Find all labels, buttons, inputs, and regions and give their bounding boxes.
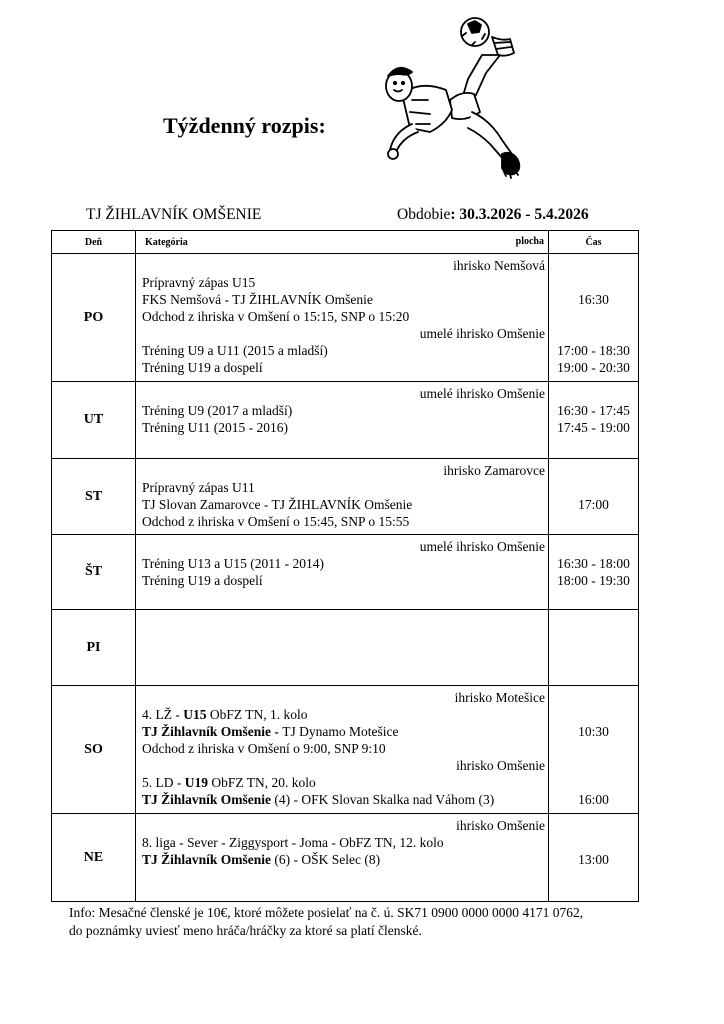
header-venue: plocha bbox=[515, 236, 544, 247]
venue: umelé ihrisko Omšenie bbox=[419, 326, 545, 341]
day-details bbox=[136, 254, 549, 382]
day-details bbox=[136, 535, 549, 610]
detail-line: 4. LŽ - U15 ObFZ TN, 1. kolo bbox=[142, 707, 308, 722]
info-note bbox=[69, 904, 583, 940]
day-details bbox=[136, 459, 549, 535]
day-label: ŠT bbox=[52, 535, 136, 610]
day-times bbox=[549, 382, 639, 459]
day-times bbox=[549, 686, 639, 814]
time-slot: 13:00 bbox=[578, 852, 609, 867]
day-times bbox=[549, 535, 639, 610]
day-details bbox=[136, 382, 549, 459]
time-slot: 17:45 - 19:00 bbox=[557, 420, 630, 435]
detail-line: FKS Nemšová - TJ ŽIHLAVNÍK Omšenie bbox=[142, 292, 373, 307]
detail-line: Prípravný zápas U11 bbox=[142, 480, 255, 495]
detail-line: TJ Žihlavník Omšenie (4) - OFK Slovan Skalka nad Váhom (3) bbox=[142, 792, 495, 807]
header-category-label: Kategória bbox=[145, 236, 188, 248]
detail-line: TJ Žihlavník Omšenie (6) - OŠK Selec (8) bbox=[142, 852, 381, 867]
detail-line: Tréning U11 (2015 - 2016) bbox=[142, 420, 288, 435]
detail-line: TJ Žihlavník Omšenie - TJ Dynamo Motešice bbox=[142, 724, 399, 739]
day-label: PO bbox=[52, 254, 136, 382]
day-row-st bbox=[52, 459, 639, 535]
detail-line: Tréning U13 a U15 (2011 - 2014) bbox=[142, 556, 324, 571]
detail-line: Odchod z ihriska v Omšení o 15:45, SNP o 15:55 bbox=[142, 514, 410, 529]
table-header-row bbox=[52, 231, 639, 254]
time-slot: 17:00 - 18:30 bbox=[557, 343, 630, 358]
day-row-ut bbox=[52, 382, 639, 459]
period-label: Obdobie bbox=[397, 206, 451, 223]
venue: ihrisko Nemšová bbox=[453, 258, 545, 273]
detail-line: Odchod z ihriska v Omšení o 9:00, SNP 9:10 bbox=[142, 741, 386, 756]
detail-line: Tréning U9 (2017 a mladší) bbox=[142, 403, 293, 418]
info-line: Info: Mesačné členské je 10€, ktoré môžete posielať na č. ú. SK71 0900 0000 0000 4171 0762, bbox=[69, 905, 584, 920]
day-times bbox=[549, 814, 639, 902]
detail-line: Tréning U19 a dospelí bbox=[142, 573, 263, 588]
header-category bbox=[136, 231, 549, 254]
detail-line: Prípravný zápas U15 bbox=[142, 275, 256, 290]
day-row-st2 bbox=[52, 535, 639, 610]
soccer-player-bicycle-kick-icon bbox=[372, 12, 527, 184]
day-label: SO bbox=[52, 686, 136, 814]
day-label: UT bbox=[52, 382, 136, 459]
detail-line: 5. LD - U19 ObFZ TN, 20. kolo bbox=[142, 775, 316, 790]
day-row-so bbox=[52, 686, 639, 814]
venue: umelé ihrisko Omšenie bbox=[419, 386, 545, 401]
day-times bbox=[549, 459, 639, 535]
day-times bbox=[549, 610, 639, 686]
time-slot: 18:00 - 19:30 bbox=[557, 573, 630, 588]
weekly-schedule-table bbox=[51, 230, 639, 902]
day-row-pi bbox=[52, 610, 639, 686]
detail-line: Tréning U19 a dospelí bbox=[142, 360, 263, 375]
day-label: ST bbox=[52, 459, 136, 535]
club-name: TJ ŽIHLAVNÍK OMŠENIE bbox=[86, 206, 262, 223]
day-times bbox=[549, 254, 639, 382]
day-label: NE bbox=[52, 814, 136, 902]
schedule-period bbox=[397, 206, 589, 224]
venue: umelé ihrisko Omšenie bbox=[419, 539, 545, 554]
day-details bbox=[136, 686, 549, 814]
time-slot: 19:00 - 20:30 bbox=[557, 360, 630, 375]
time-slot: 16:30 bbox=[578, 292, 609, 307]
venue: ihrisko Omšenie bbox=[456, 758, 545, 773]
day-row-po bbox=[52, 254, 639, 382]
day-row-ne bbox=[52, 814, 639, 902]
time-slot: 16:30 - 18:00 bbox=[557, 556, 630, 571]
time-slot: 16:30 - 17:45 bbox=[557, 403, 630, 418]
page-title: Týždenný rozpis: bbox=[163, 113, 326, 138]
day-label: PI bbox=[52, 610, 136, 686]
period-value: : 30.3.2026 - 5.4.2026 bbox=[450, 206, 589, 223]
venue: ihrisko Zamarovce bbox=[443, 463, 545, 478]
header-day: Deň bbox=[52, 231, 136, 254]
time-slot: 10:30 bbox=[578, 724, 609, 739]
detail-line: TJ Slovan Zamarovce - TJ ŽIHLAVNÍK Omšenie bbox=[142, 497, 413, 512]
detail-line: Tréning U9 a U11 (2015 a mladší) bbox=[142, 343, 328, 358]
time-slot: 16:00 bbox=[578, 792, 609, 807]
header-time: Čas bbox=[549, 231, 639, 254]
time-slot: 17:00 bbox=[578, 497, 609, 512]
venue: ihrisko Motešice bbox=[454, 690, 545, 705]
detail-line: Odchod z ihriska v Omšení o 15:15, SNP o 15:20 bbox=[142, 309, 410, 324]
info-line: do poznámky uviesť meno hráča/hráčky za ktoré sa platí členské. bbox=[69, 923, 422, 938]
day-details bbox=[136, 814, 549, 902]
detail-line: 8. liga - Sever - Ziggysport - Joma - ObFZ TN, 12. kolo bbox=[142, 835, 444, 850]
venue: ihrisko Omšenie bbox=[456, 818, 545, 833]
day-details bbox=[136, 610, 549, 686]
